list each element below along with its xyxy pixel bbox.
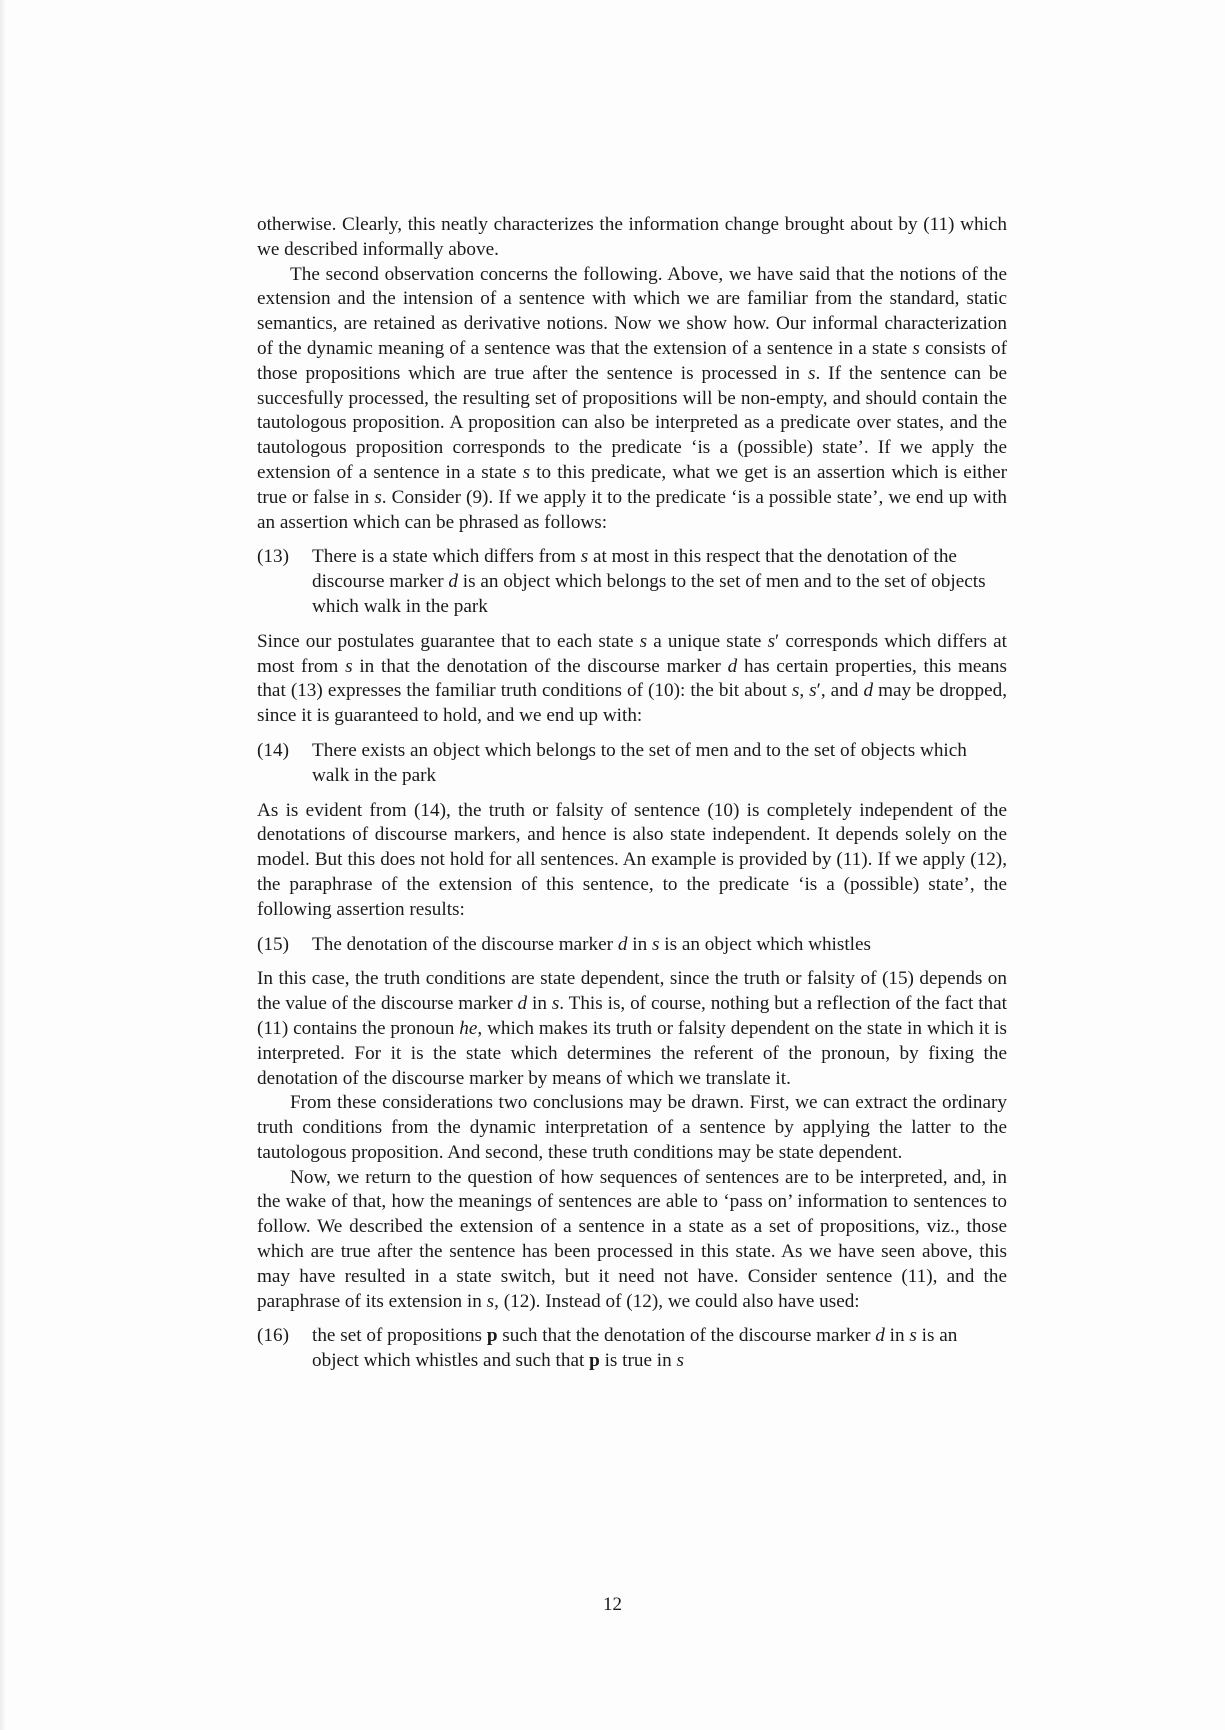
example-16 bbox=[257, 1324, 1007, 1374]
scan-edge bbox=[0, 0, 6, 1730]
example-text: the set of propositions p such that the denotation of the discourse marker d in s is an object which whistles and such that p is true in s bbox=[312, 1325, 958, 1372]
example-text: There exists an object which belongs to the set of men and to the set of objects which walk in the park bbox=[312, 739, 967, 786]
paragraph-return: Now, we return to the question of how sequences of sentences are to be interpreted, and, in the wake of that, how the meanings of sentences are able to ‘pass on’ information to sentences to follow. We described the extension of a sentence in a state as a set of propositions, viz., those which are true after the sentence has been processed in this state. As we have seen above, this may have resulted in a state switch, but it need not have. Consider sentence (11), and the paraphrase of its extension in s, (12). Instead of (12), we could also have used: bbox=[257, 1166, 1007, 1312]
example-number: (15) bbox=[257, 933, 289, 955]
page-number: 12 bbox=[603, 1594, 622, 1615]
example-text: The denotation of the discourse marker d in s is an object which whistles bbox=[312, 933, 871, 955]
example-number: (13) bbox=[257, 546, 289, 568]
paragraph-conclusions: From these considerations two conclusions may be drawn. First, we can extract the ordinary truth conditions from the dynamic interpretation of a sentence by applying the latter to the tautologous proposition. And second, these truth conditions may be state dependent. bbox=[257, 1092, 1007, 1163]
example-text: There is a state which differs from s at most in this respect that the denotation of the discourse marker d is an object which belongs to the set of men and to the set of objects which walk in the park bbox=[312, 546, 986, 617]
example-14 bbox=[257, 739, 1007, 789]
body-text bbox=[257, 213, 1007, 1384]
example-number: (16) bbox=[257, 1325, 289, 1347]
paragraph-postulates: Since our postulates guarantee that to each state s a unique state s′ corresponds which differs at most from s in that the denotation of the discourse marker d has certain properties, this means that (13) expresses the familiar truth conditions of (10): the bit about s, s′, and d may be dropped, since it is guaranteed to hold, and we end up with: bbox=[257, 630, 1008, 727]
paragraph-second-observation: The second observation concerns the following. Above, we have said that the notions of the extension and the intension of a sentence with which we are familiar from the standard, static semantics, are retained as derivative notions. Now we show how. Our informal characterization of the dynamic meaning of a sentence was that the extension of a sentence in a state s consists of those propositions which are true after the sentence is processed in s. If the sentence can be succesfully processed, the resulting set of propositions will be non-empty, and should contain the tautologous proposition. A proposition can also be interpreted as a predicate over states, and the tautologous proposition corresponds to the predicate ‘is a (possible) state’. If we apply the extension of a sentence in a state s to this predicate, what we get is an assertion which is either true or false in s. Consider (9). If we apply it to the predicate ‘is a possible state’, we end up with an assertion which can be phrased as follows: bbox=[257, 263, 1008, 533]
example-number: (14) bbox=[257, 739, 289, 761]
example-15 bbox=[257, 933, 1007, 958]
example-13 bbox=[257, 545, 1007, 619]
paragraph-state-dependent: In this case, the truth conditions are state dependent, since the truth or falsity of (15) depends on the value of the discourse marker d in s. This is, of course, nothing but a reflection of the fact that (11) contains the pronoun he, which makes its truth or falsity dependent on the state in which it is interpreted. For it is the state which determines the referent of the pronoun, by fixing the denotation of the discourse marker by means of which we translate it. bbox=[257, 968, 1008, 1089]
paragraph-evident: As is evident from (14), the truth or falsity of sentence (10) is completely independent of the denotations of discourse markers, and hence is also state independent. It depends solely on the model. But this does not hold for all sentences. An example is provided by (11). If we apply (12), the paraphrase of the extension of this sentence, to the predicate ‘is a (possible) state’, the following assertion results: bbox=[257, 799, 1007, 920]
paragraph-otherwise: otherwise. Clearly, this neatly characterizes the information change brought about by (11) which we described informally above. bbox=[257, 214, 1007, 260]
